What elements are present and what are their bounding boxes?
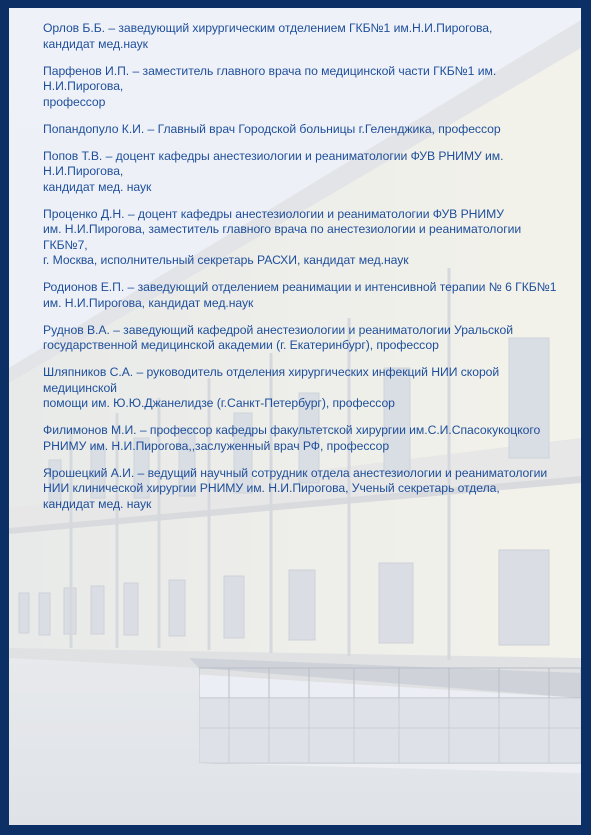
staff-entry: Родионов Е.П. – заведующий отделением реанимации и интенсивной терапии № 6 ГКБ№1 им. Н.И.Пирогова, кандидат мед.наук bbox=[43, 280, 557, 310]
staff-list bbox=[43, 21, 563, 524]
staff-entry: Попандопуло К.И. – Главный врач Городской больницы г.Геленджика, профессор bbox=[43, 121, 501, 136]
staff-entry: Парфенов И.П. – заместитель главного врача по медицинской части ГКБ№1 им. Н.И.Пирогова, профессор bbox=[43, 63, 497, 109]
content-panel bbox=[9, 8, 581, 825]
staff-entry: Филимонов М.И. – профессор кафедры факультетской хирургии им.С.И.Спасокукоцкого РНИМУ им. Н.И.Пирогова,,заслуженный врач РФ, профессор bbox=[43, 423, 541, 453]
staff-entry: Руднов В.А. – заведующий кафедрой анестезиологии и реаниматологии Уральской государственной медицинской академии (г. Екатеринбург), профессор bbox=[43, 322, 513, 352]
staff-entry: Ярошецкий А.И. – ведущий научный сотрудник отдела анестезиологии и реаниматологии НИИ клинической хирургии РНИМУ им. Н.И.Пирогова, Ученый секретарь отдела, кандидат мед. наук bbox=[43, 465, 548, 511]
staff-entry: Орлов Б.Б. – заведующий хирургическим отделением ГКБ№1 им.Н.И.Пирогова, кандидат мед.наук bbox=[43, 21, 493, 51]
staff-entry: Шляпников С.А. – руководитель отделения хирургических инфекций НИИ скорой медицинской помощи им. Ю.Ю.Джанелидзе (г.Санкт-Петербург), профессор bbox=[43, 365, 500, 410]
staff-entry: Проценко Д.Н. – доцент кафедры анестезиологии и реаниматологии ФУВ РНИМУ им. Н.И.Пирогова, заместитель главного врача по анестезиологии и реаниматологии ГКБ№7, г. Москва, исполнительный секретарь РАСХИ, кандидат мед.наук bbox=[43, 206, 522, 267]
staff-entry: Попов Т.В. – доцент кафедры анестезиологии и реаниматологии ФУВ РНИМУ им. Н.И.Пирогова, кандидат мед. наук bbox=[43, 148, 504, 194]
